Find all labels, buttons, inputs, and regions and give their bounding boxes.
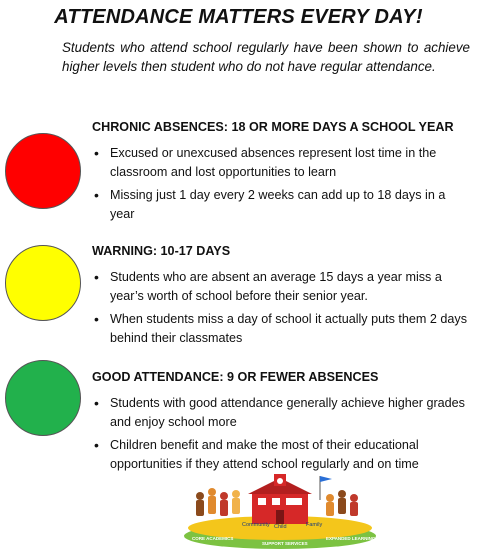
community-school-logo <box>180 470 380 550</box>
logo-label: CORE ACADEMICS <box>192 536 234 541</box>
section-heading: WARNING: 10-17 DAYS <box>92 244 231 258</box>
logo-label: SUPPORT SERVICES <box>262 541 308 546</box>
list-item: • Missing just 1 day every 2 weeks can add up to 18 days in a year <box>92 186 472 224</box>
bullet-list <box>92 394 472 474</box>
bullet-list <box>92 268 472 348</box>
intro-text: Students who attend school regularly have been shown to achieve higher levels then student who do not have regular attendance. <box>62 40 470 74</box>
good-attendance-section <box>92 370 472 478</box>
warning-section <box>92 244 472 352</box>
logo-label: Child <box>274 524 287 530</box>
people-right <box>326 490 358 516</box>
page-title: ATTENDANCE MATTERS EVERY DAY! <box>54 6 423 28</box>
red-status-circle <box>5 133 81 209</box>
list-item: • Children benefit and make the most of their educational opportunities if they attend school regularly and on time <box>92 436 472 474</box>
green-status-circle <box>5 360 81 436</box>
bullet-list <box>92 144 472 224</box>
section-heading: GOOD ATTENDANCE: 9 OR FEWER ABSENCES <box>92 370 379 384</box>
logo-label: Family <box>306 522 323 528</box>
people-left <box>196 488 240 516</box>
list-item: • Excused or unexcused absences represent lost time in the classroom and lost opportunities to learn <box>92 144 472 182</box>
logo-label: Community <box>242 522 270 528</box>
list-item: • When students miss a day of school it actually puts them 2 days behind their classmates <box>92 310 472 348</box>
list-item: • Students with good attendance generally achieve higher grades and enjoy school more <box>92 394 472 432</box>
chronic-absences-section <box>92 120 472 228</box>
yellow-status-circle <box>5 245 81 321</box>
section-heading: CHRONIC ABSENCES: 18 OR MORE DAYS A SCHOOL YEAR <box>92 120 454 134</box>
list-item: • Students who are absent an average 15 days a year miss a year’s worth of school before their senior year. <box>92 268 472 306</box>
logo-label: EXPANDED LEARNING <box>326 536 376 541</box>
